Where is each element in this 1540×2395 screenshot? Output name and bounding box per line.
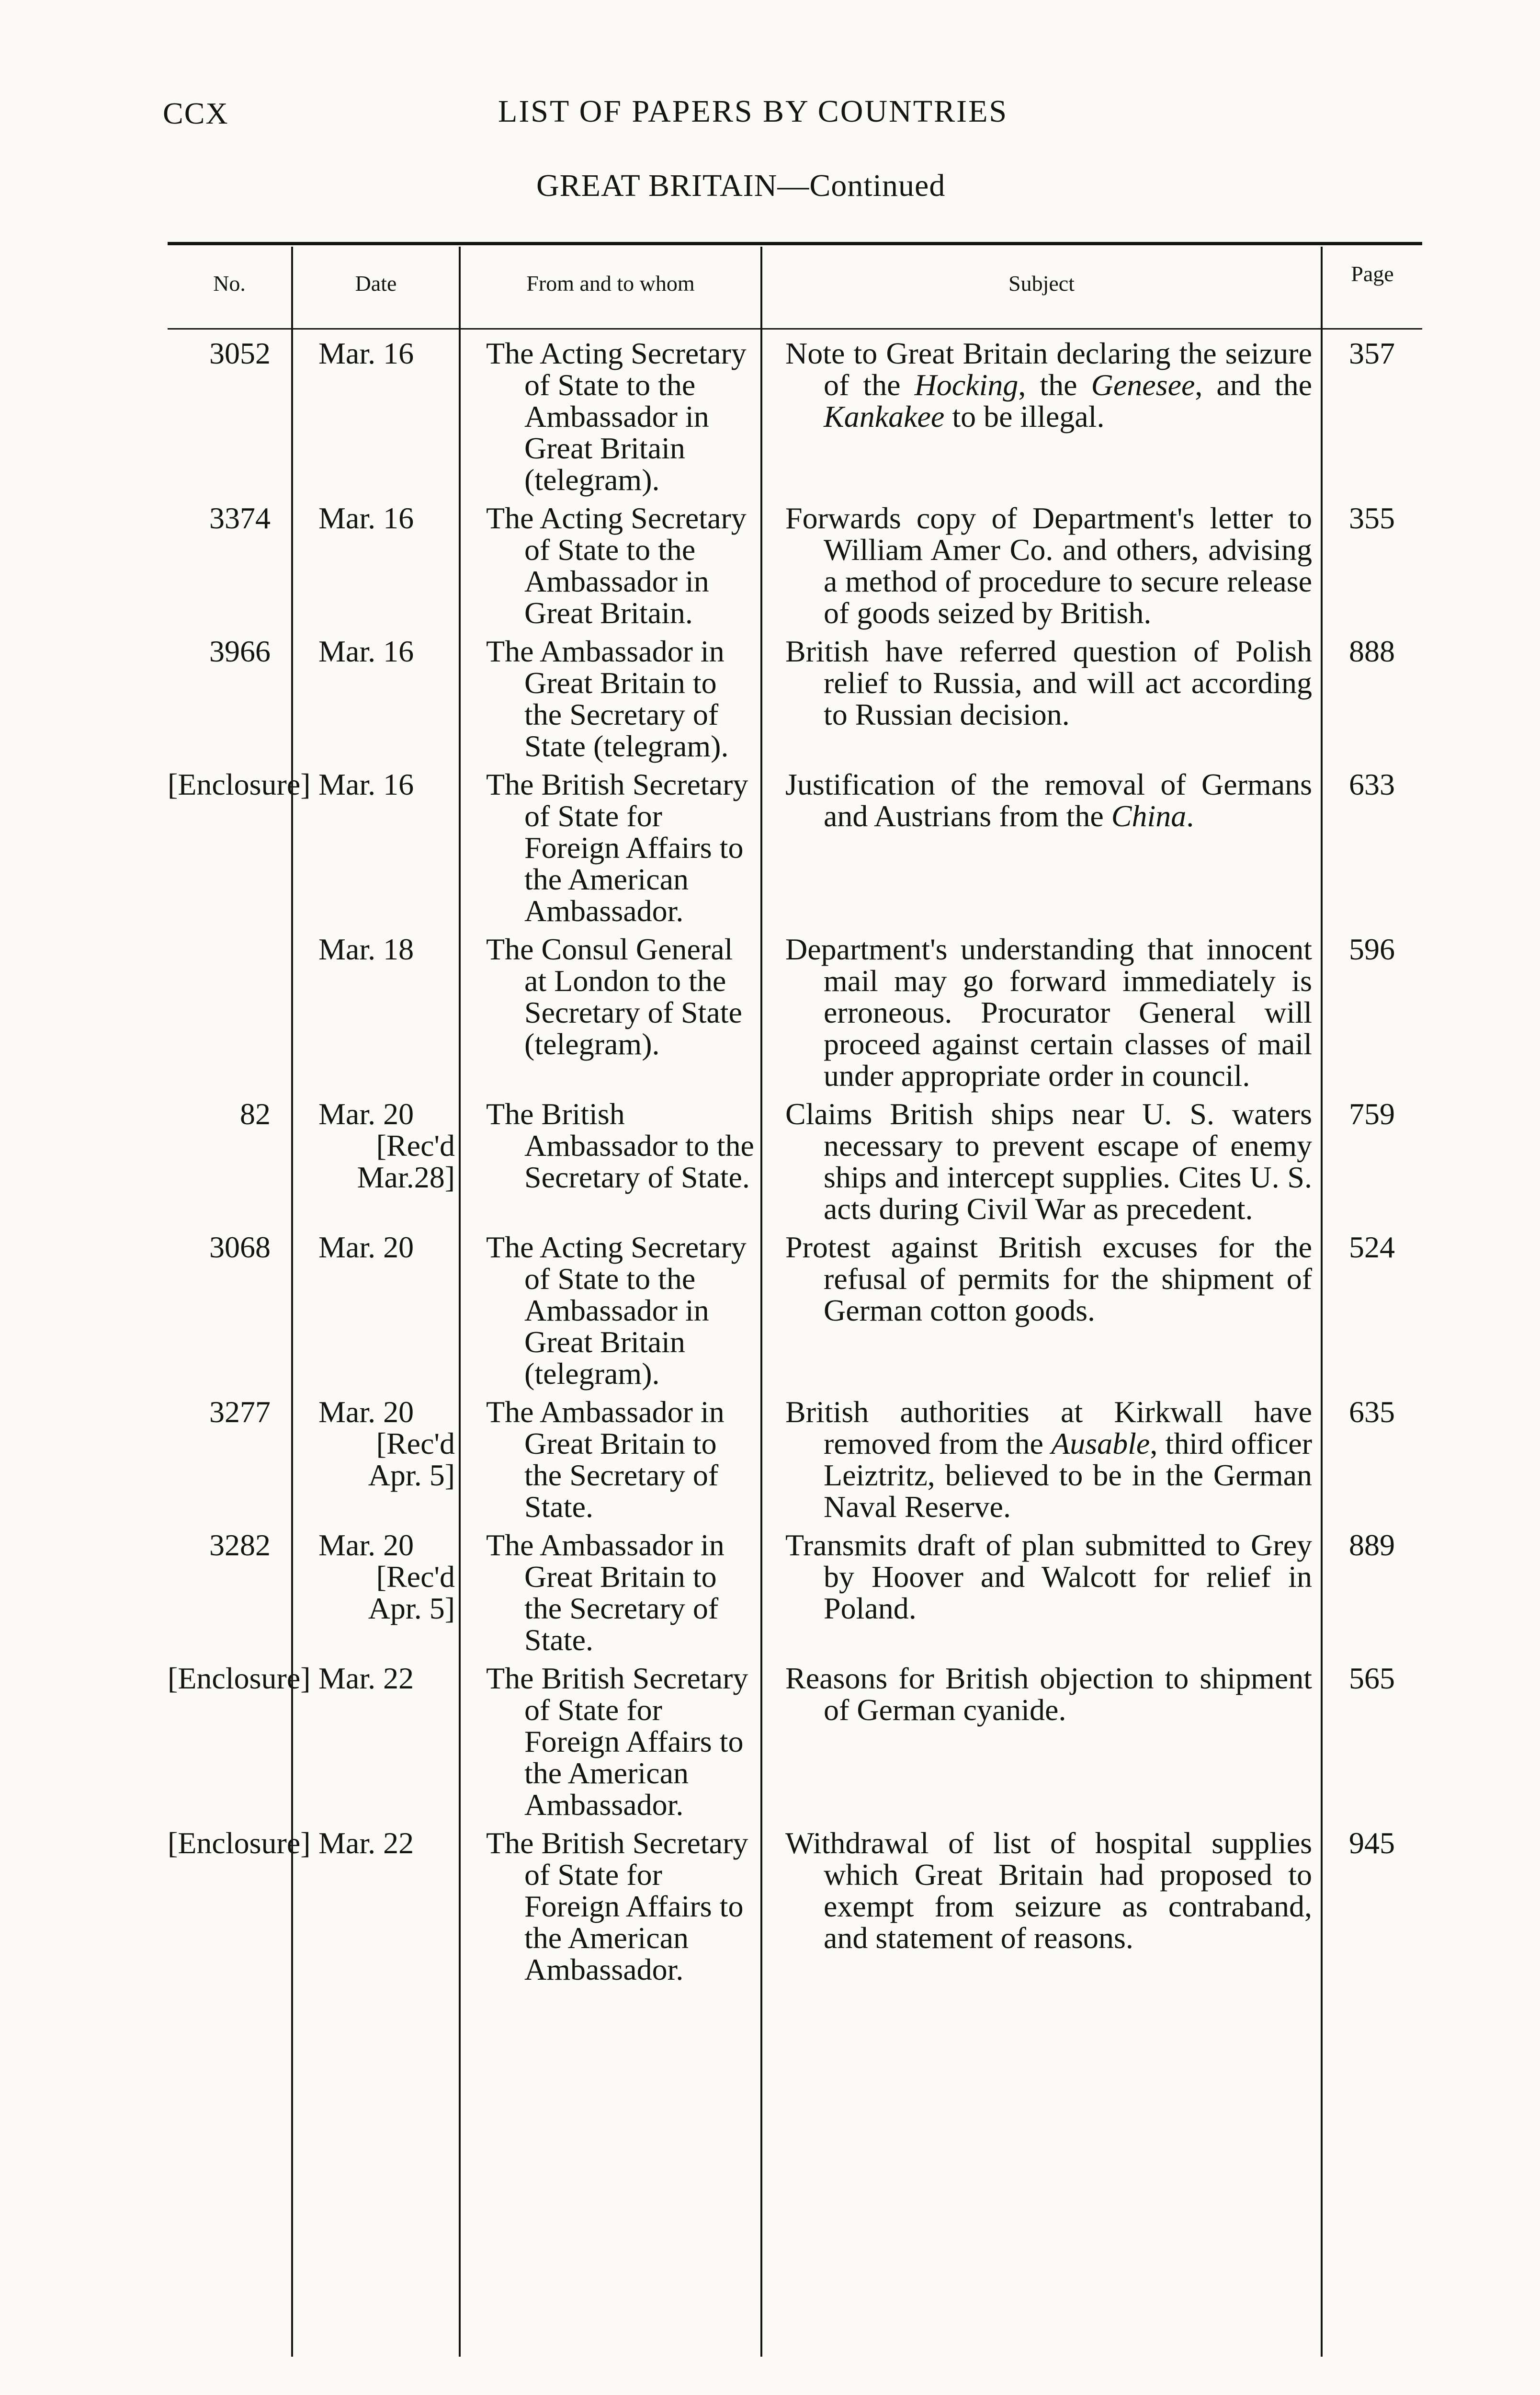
ship-name: Ausable [1051,1426,1150,1460]
from-to-text: The Ambassador in Great Britain to the Secretary of State. [486,1528,725,1657]
subject-cell [761,338,1322,502]
subject-fragment: , third officer Leiztritz, believed to be in the German Naval Reserve. [824,1426,1313,1524]
from-to-cell [460,1232,761,1396]
subject-text [785,502,1312,629]
subject-text [785,1098,1312,1225]
paper-number: [Enclosure] [168,1826,311,1860]
subject-fragment: Forwards copy of Department's letter to William Amer Co. and others, advising a method of procedure to secure release of goods seized by British. [785,501,1312,630]
subject-text [785,1232,1312,1326]
subject-fragment: , and the [1195,368,1313,402]
column-header-date: Date [355,271,397,296]
page-reference: 888 [1349,634,1395,668]
subject-fragment: British authorities at Kirkwall have removed from the [785,1395,1312,1460]
subject-cell [761,1827,1322,1992]
column-header-subject: Subject [1008,271,1075,296]
page-reference: 633 [1349,767,1395,801]
paper-number: 3277 [209,1395,271,1429]
from-to-cell [460,502,761,636]
received-date-note: [Rec'd Mar.28] [357,1129,455,1194]
paper-date-cell [292,338,460,502]
from-to-cell [460,769,761,934]
paper-number: [Enclosure] [168,1661,311,1695]
subject-text [785,636,1312,730]
from-to-text: The Acting Secretary of State to the Ambassador in Great Britain (telegram). [486,1230,747,1391]
ship-name: Genesee [1091,368,1195,402]
page-reference: 889 [1349,1528,1395,1562]
paper-number: 82 [240,1097,271,1131]
from-to-cell [460,1396,761,1529]
paper-date: Mar. 16 [318,501,414,535]
subject-fragment: Reasons for British objection to shipment of German cyanide. [785,1661,1312,1727]
page-number: CCX [163,96,229,130]
table-row [168,338,1422,502]
paper-date-cell [292,1098,460,1232]
paper-date: Mar. 20 [318,1395,414,1429]
paper-date: Mar. 22 [318,1826,414,1860]
table-row [168,769,1422,934]
from-to-text: The British Secretary of State for Foreign Affairs to the American Ambassador. [486,1661,748,1822]
subject-fragment: to be illegal. [944,399,1105,433]
subject-text [785,1663,1312,1726]
from-to-cell [460,1827,761,1992]
subject-cell [761,1232,1322,1396]
subject-fragment: Claims British ships near U. S. waters necessary to prevent escape of enemy ships and intercept supplies. Cites U. S. acts during Civil War as precedent. [785,1097,1312,1226]
from-to-cell [460,636,761,769]
table-row [168,934,1422,1098]
paper-number [168,934,292,1098]
from-to-cell [460,1098,761,1232]
subject-fragment: Withdrawal of list of hospital supplies which Great Britain had proposed to exempt from seizure as contraband, and statement of reasons. [785,1826,1312,1955]
subject-cell [761,636,1322,769]
column-header-page: Page [1351,262,1394,286]
subject-fragment: Transmits draft of plan submitted to Grey by Hoover and Walcott for relief in Poland. [785,1528,1312,1625]
table-row [168,502,1422,636]
subject-cell [761,769,1322,934]
running-title: LIST OF PAPERS BY COUNTRIES [498,94,1008,129]
table-top-rule [168,242,1422,245]
subject-text [785,338,1312,433]
paper-date-cell [292,1529,460,1663]
subject-text [785,1529,1312,1624]
paper-date: Mar. 16 [318,767,414,801]
subject-cell [761,1663,1322,1827]
received-date-note: [Rec'd Apr. 5] [368,1426,455,1492]
paper-date-cell [292,1827,460,1992]
ship-name: Hocking [914,368,1019,402]
subject-text [785,769,1312,832]
subject-fragment: . [1186,799,1194,833]
table-row [168,1396,1422,1529]
paper-date-cell [292,769,460,934]
paper-date-cell [292,1232,460,1396]
page-reference: 596 [1349,932,1395,966]
subject-text [785,934,1312,1092]
page-reference: 565 [1349,1661,1395,1695]
paper-date-cell [292,934,460,1098]
table-header-rule [168,328,1422,330]
ship-name: Kankakee [824,399,945,433]
paper-number: [Enclosure] [168,767,311,801]
from-to-cell [460,1663,761,1827]
from-to-text: The Ambassador in Great Britain to the Secretary of State (telegram). [486,634,729,763]
table-row [168,1098,1422,1232]
subject-cell [761,502,1322,636]
subject-fragment: Protest against British excuses for the refusal of permits for the shipment of German cotton goods. [785,1230,1312,1327]
paper-date: Mar. 22 [318,1661,414,1695]
paper-date: Mar. 16 [318,634,414,668]
from-to-cell [460,934,761,1098]
subject-text [785,1396,1312,1523]
subject-cell [761,1396,1322,1529]
paper-date-cell [292,1663,460,1827]
paper-date-cell [292,1396,460,1529]
table-row [168,1827,1422,1992]
page-reference: 357 [1349,336,1395,370]
subject-fragment: British have referred question of Polish relief to Russia, and will act according to Russian decision. [785,634,1312,731]
paper-date: Mar. 18 [318,932,414,966]
table-row [168,636,1422,769]
from-to-text: The British Secretary of State for Foreign Affairs to the American Ambassador. [486,767,748,928]
from-to-text: The Ambassador in Great Britain to the Secretary of State. [486,1395,725,1524]
page-reference: 635 [1349,1395,1395,1429]
page-reference: 945 [1349,1826,1395,1860]
ship-name: China [1111,799,1187,833]
subject-fragment: Note to Great Britain declaring the seizure of the [785,336,1312,402]
papers-table [168,242,1422,2357]
subject-fragment: Justification of the removal of Germans and Austrians from the [785,767,1312,833]
column-header-no: No. [213,271,246,296]
section-title: GREAT BRITAIN—Continued [536,168,946,203]
paper-date: Mar. 20 [318,1528,414,1562]
received-date-note: [Rec'd Apr. 5] [368,1560,455,1625]
subject-cell [761,1529,1322,1663]
subject-cell [761,934,1322,1098]
paper-date: Mar. 16 [318,336,414,370]
table-row [168,1232,1422,1396]
subject-fragment: Department's understanding that innocent mail may go forward immediately is erroneous. Procurator General will proceed against certain classes of mail under appropriate order in council. [785,932,1312,1093]
subject-cell [761,1098,1322,1232]
from-to-text: The British Secretary of State for Foreign Affairs to the American Ambassador. [486,1826,748,1986]
paper-number: 3068 [209,1230,271,1264]
paper-number: 3374 [209,501,271,535]
papers-table-body [168,338,1422,1992]
table-row [168,1529,1422,1663]
from-to-text: The Acting Secretary of State to the Ambassador in Great Britain (telegram). [486,336,747,497]
paper-date: Mar. 20 [318,1230,414,1264]
paper-number: 3052 [209,336,271,370]
paper-date-cell [292,502,460,636]
from-to-text: The Acting Secretary of State to the Ambassador in Great Britain. [486,501,747,630]
paper-number: 3966 [209,634,271,668]
from-to-cell [460,338,761,502]
subject-fragment: , the [1018,368,1091,402]
page-reference: 759 [1349,1097,1395,1131]
from-to-text: The Consul General at London to the Secretary of State (telegram). [486,932,742,1061]
column-header-from: From and to whom [526,271,695,296]
table-row [168,1663,1422,1827]
from-to-cell [460,1529,761,1663]
paper-number: 3282 [209,1528,271,1562]
from-to-text: The British Ambassador to the Secretary of State. [486,1097,754,1194]
paper-date: Mar. 20 [318,1097,414,1131]
subject-text [785,1827,1312,1954]
page-reference: 355 [1349,501,1395,535]
page-reference: 524 [1349,1230,1395,1264]
paper-date-cell [292,636,460,769]
